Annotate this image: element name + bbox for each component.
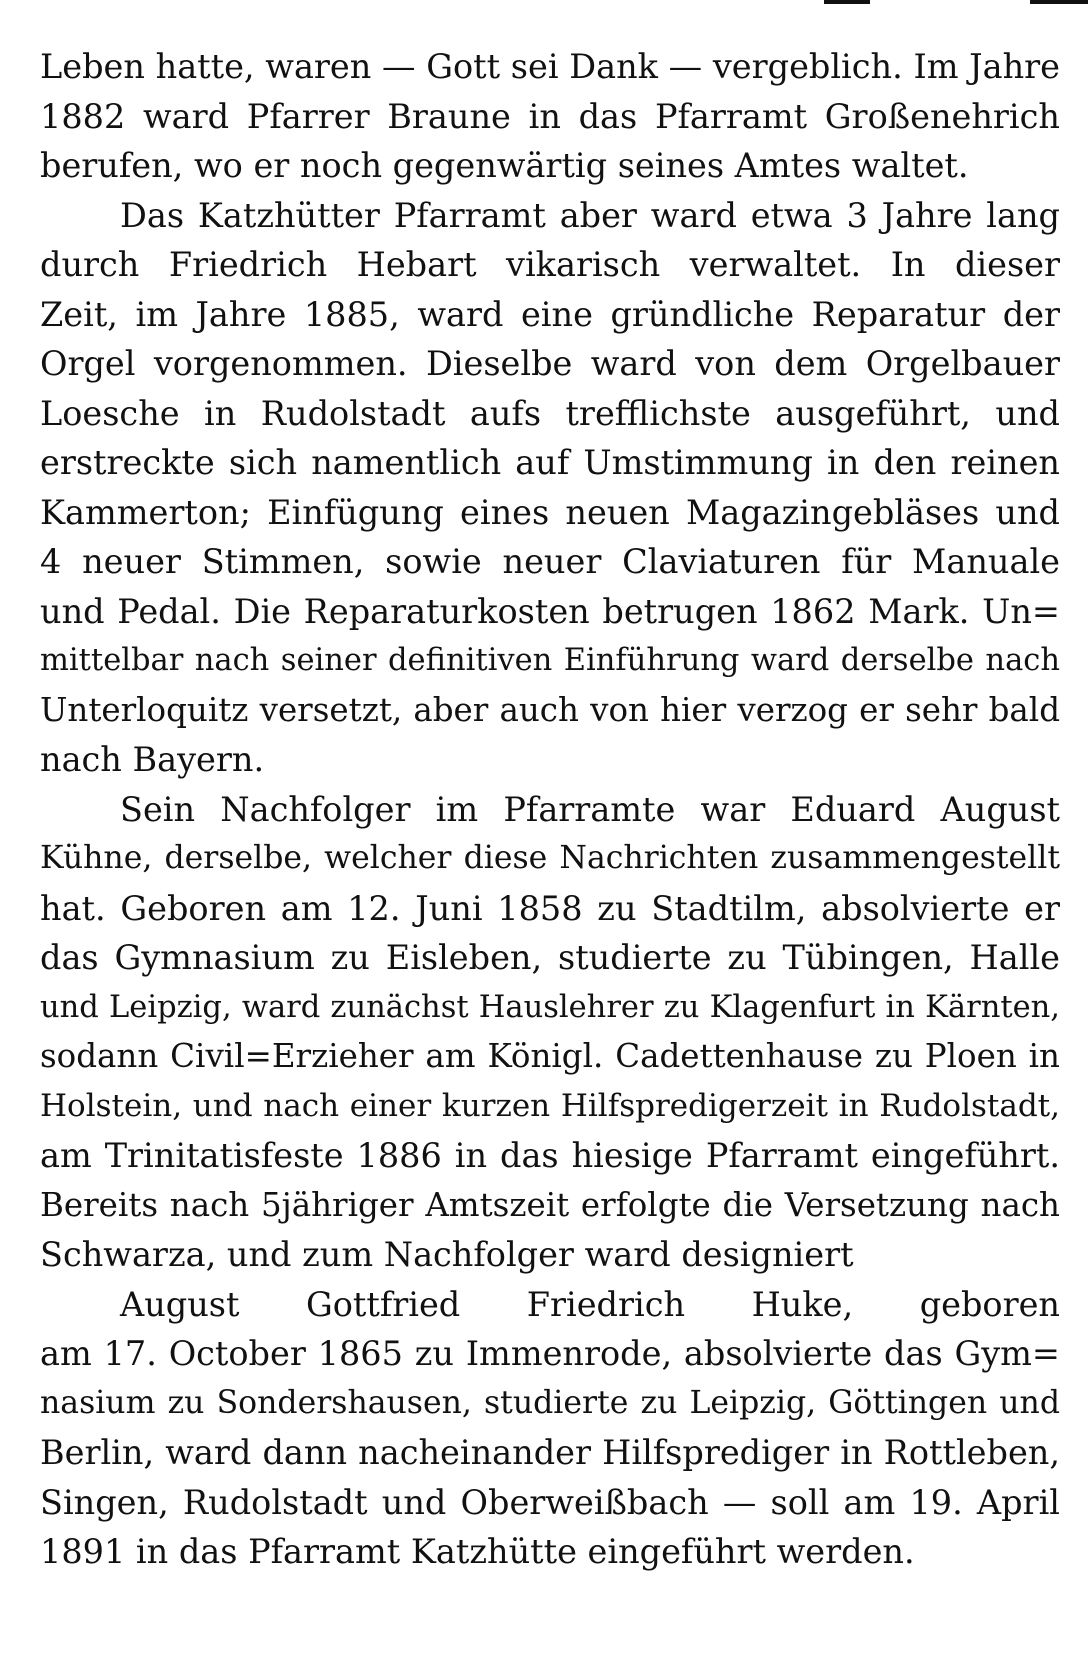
text-line: Leben hatte, waren — Gott sei Dank — vergeblich. Im Jahre <box>40 47 1060 86</box>
text-line: nach Bayern. <box>40 740 265 779</box>
text-line: am Trinitatisfeste 1886 in das hiesige Pfarramt eingeführt. <box>40 1136 1060 1175</box>
text-line: Unterloquitz versetzt, aber auch von hier verzog er sehr bald <box>40 690 1060 729</box>
body-text <box>40 42 1060 1577</box>
text-line: Kühne, derselbe, welcher diese Nachrichten zusammengestellt <box>40 840 1060 876</box>
text-line: Sein Nachfolger im Pfarramte war Eduard August <box>120 789 1060 829</box>
text-line: Orgel vorgenommen. Dieselbe ward von dem Orgelbauer <box>40 344 1060 383</box>
text-line: Kammerton; Einfügung eines neuen Magazingebläses und <box>40 492 1060 532</box>
text-line: Singen, Rudolstadt und Oberweißbach — soll am 19. April <box>40 1482 1060 1522</box>
text-line: Loesche in Rudolstadt aufs trefflichste ausgeführt, und <box>40 393 1060 433</box>
text-line: 4 neuer Stimmen, sowie neuer Claviaturen für Manuale <box>40 542 1060 581</box>
text-line: hat. Geboren am 12. Juni 1858 zu Stadtilm, absolvierte er <box>40 888 1060 928</box>
text-line: durch Friedrich Hebart vikarisch verwaltet. In dieser <box>40 245 1060 284</box>
text-line: mittelbar nach seiner definitiven Einführung ward derselbe nach <box>40 643 1060 678</box>
text-line: am 17. October 1865 zu Immenrode, absolvierte das Gym= <box>40 1334 1060 1373</box>
text-line: und Leipzig, ward zunächst Hauslehrer zu Klagenfurt in Kärnten, <box>40 989 1060 1025</box>
top-edge-mark <box>1030 0 1088 4</box>
text-line: sodann Civil=Erzieher am Königl. Cadettenhause zu Ploen in <box>40 1037 1060 1075</box>
text-line: Zeit, im Jahre 1885, ward eine gründliche Reparatur der <box>40 294 1060 334</box>
text-line: erstreckte sich namentlich auf Umstimmung in den reinen <box>40 443 1060 482</box>
text-line: nasium zu Sondershausen, studierte zu Leipzig, Göttingen und <box>40 1384 1060 1421</box>
text-line: Berlin, ward dann nacheinander Hilfsprediger in Rottleben, <box>40 1433 1060 1472</box>
top-edge-marks <box>772 0 1092 8</box>
text-line: Holstein, und nach einer kurzen Hilfspredigerzeit in Rudolstadt, <box>40 1087 1060 1124</box>
text-line: Schwarza, und zum Nachfolger ward designiert <box>40 1235 854 1274</box>
text-line: 1891 in das Pfarramt Katzhütte eingeführt werden. <box>40 1532 915 1571</box>
text-line: und Pedal. Die Reparaturkosten betrugen 1862 Mark. Un= <box>40 591 1060 631</box>
text-line: 1882 ward Pfarrer Braune in das Pfarramt Großenehrich <box>40 96 1060 136</box>
text-line: Bereits nach 5jähriger Amtszeit erfolgte die Versetzung nach <box>40 1185 1060 1224</box>
text-line: berufen, wo er noch gegenwärtig seines Amtes waltet. <box>40 146 969 185</box>
text-line: das Gymnasium zu Eisleben, studierte zu Tübingen, Halle <box>40 938 1060 977</box>
text-line: August Gottfried Friedrich Huke, geboren <box>120 1284 1060 1324</box>
top-edge-mark <box>824 0 870 4</box>
text-line: Das Katzhütter Pfarramt aber ward etwa 3 Jahre lang <box>120 195 1060 235</box>
